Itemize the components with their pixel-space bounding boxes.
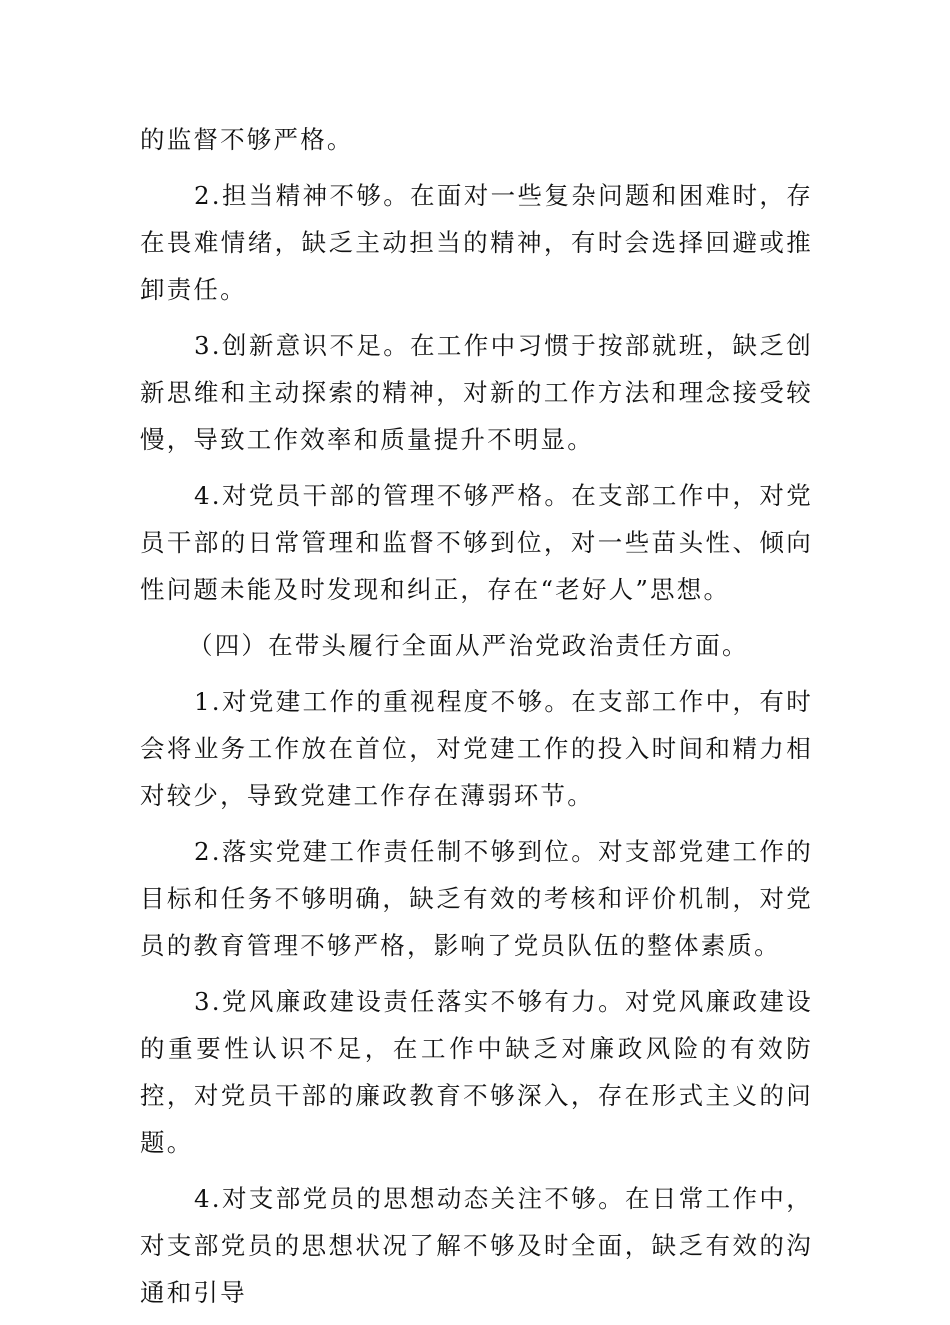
section-heading-4: （四）在带头履行全面从严治党政治责任方面。 bbox=[188, 631, 749, 660]
paragraph-continuation: 的监督不够严格。 bbox=[140, 125, 354, 154]
document-body bbox=[140, 116, 813, 1325]
paragraph-item-3-integrity: 3.党风廉政建设责任落实不够有力。对党风廉政建设的重要性认识不足，在工作中缺乏对廉政风险的有效防控，对党员干部的廉政教育不够深入，存在形式主义的问题。 bbox=[140, 987, 813, 1157]
paragraph-item-3-innovation: 3.创新意识不足。在工作中习惯于按部就班，缺乏创新思维和主动探索的精神，对新的工作方法和理念接受较慢，导致工作效率和质量提升不明显。 bbox=[140, 331, 813, 454]
paragraph-item-2-responsibility-system: 2.落实党建工作责任制不够到位。对支部党建工作的目标和任务不够明确，缺乏有效的考核和评价机制，对党员的教育管理不够严格，影响了党员队伍的整体素质。 bbox=[140, 837, 813, 960]
paragraph-item-2-responsibility: 2.担当精神不够。在面对一些复杂问题和困难时，存在畏难情绪，缺乏主动担当的精神，有时会选择回避或推卸责任。 bbox=[140, 181, 813, 304]
paragraph-item-1-party-building: 1.对党建工作的重视程度不够。在支部工作中，有时会将业务工作放在首位，对党建工作的投入时间和精力相对较少，导致党建工作存在薄弱环节。 bbox=[140, 687, 813, 810]
paragraph-item-4-ideology: 4.对支部党员的思想动态关注不够。在日常工作中，对支部党员的思想状况了解不够及时全面，缺乏有效的沟通和引导 bbox=[140, 1184, 813, 1307]
paragraph-item-4-management: 4.对党员干部的管理不够严格。在支部工作中，对党员干部的日常管理和监督不够到位，对一些苗头性、倾向性问题未能及时发现和纠正，存在“老好人”思想。 bbox=[140, 481, 813, 604]
